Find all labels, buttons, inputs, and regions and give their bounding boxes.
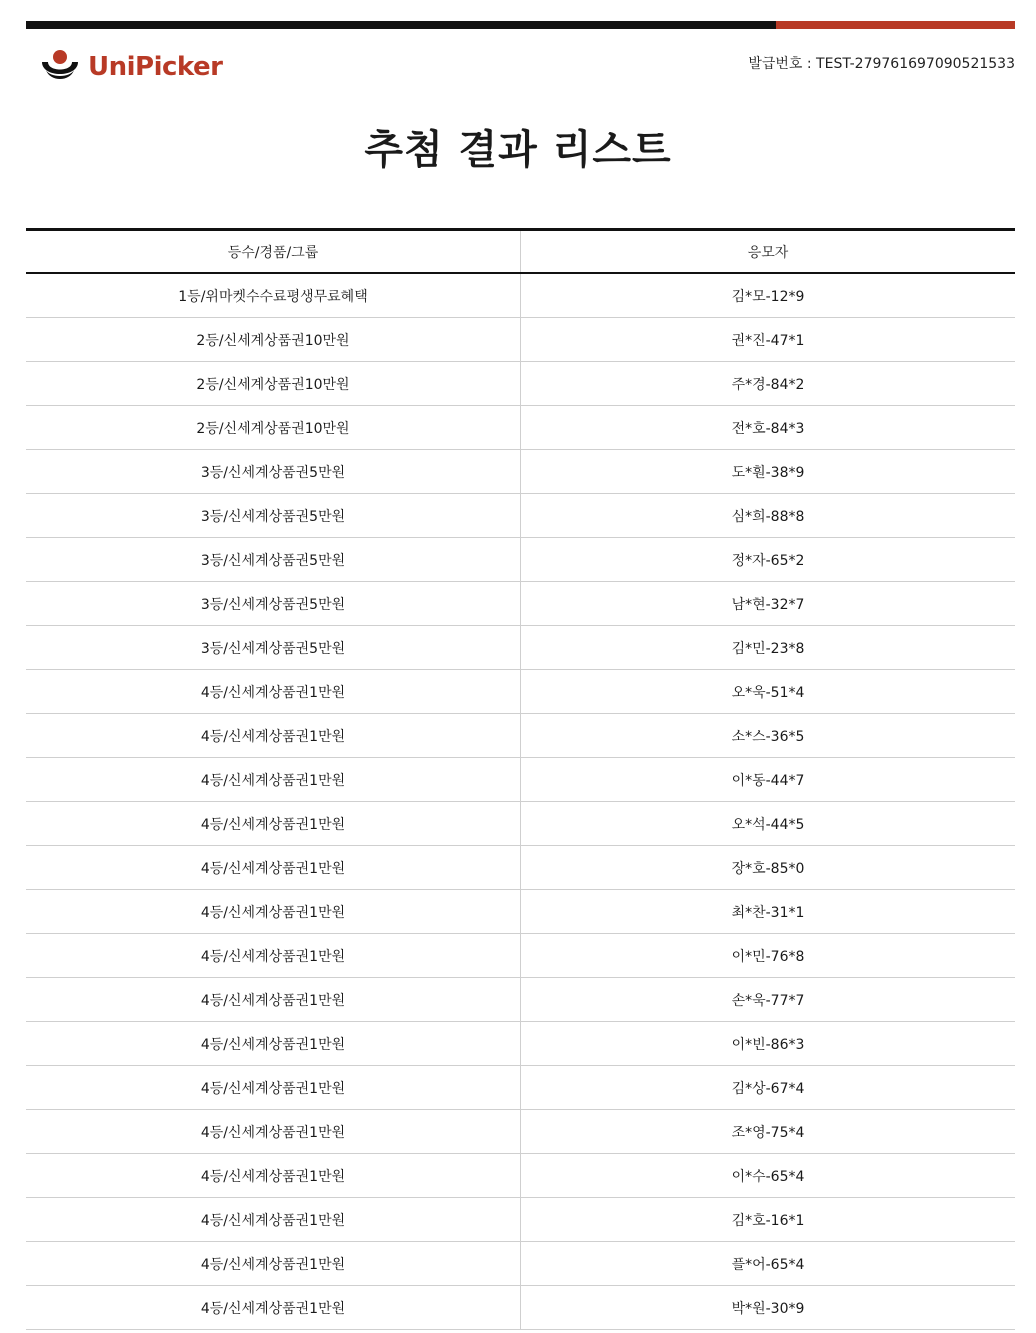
entrant-cell: 전*호-84*3 [520,406,1015,449]
prize-cell: 4등/신세계상품권1만원 [200,816,346,833]
prize-cell: 3등/신세계상품권5만원 [200,596,346,613]
prize-cell: 4등/신세계상품권1만원 [200,684,346,701]
table-row [26,890,1015,934]
table-row [26,714,1015,758]
entrant-cell: 최*찬-31*1 [520,890,1015,933]
issue-number: 발급번호 : TEST-279761697090521533 [748,56,1015,72]
prize-cell: 4등/신세계상품권1만원 [200,992,346,1009]
prize-cell: 4등/신세계상품권1만원 [200,904,346,921]
entrant-cell: 김*호-16*1 [520,1198,1015,1241]
prize-cell: 1등/위마켓수수료평생무료혜택 [178,288,368,305]
prize-cell: 4등/신세계상품권1만원 [200,1036,346,1053]
table-row [26,318,1015,362]
top-bar-red-segment [776,21,1015,29]
table-row [26,934,1015,978]
entrant-cell: 오*석-44*5 [520,802,1015,845]
entrant-cell: 이*민-76*8 [520,934,1015,977]
prize-cell: 2등/신세계상품권10만원 [196,376,350,393]
table-row [26,1286,1015,1330]
table-row [26,362,1015,406]
prize-cell: 3등/신세계상품권5만원 [200,640,346,657]
table-row [26,1066,1015,1110]
prize-cell: 2등/신세계상품권10만원 [196,420,350,437]
column-header-prize: 등수/경품/그룹 [227,244,319,261]
entrant-cell: 정*자-65*2 [520,538,1015,581]
result-table [26,228,1015,1330]
entrant-cell: 심*희-88*8 [520,494,1015,537]
table-row [26,538,1015,582]
table-row [26,406,1015,450]
table-row [26,978,1015,1022]
entrant-cell: 오*욱-51*4 [520,670,1015,713]
table-row [26,1022,1015,1066]
entrant-cell: 조*영-75*4 [520,1110,1015,1153]
entrant-cell: 김*민-23*8 [520,626,1015,669]
entrant-cell: 권*진-47*1 [520,318,1015,361]
prize-cell: 4등/신세계상품권1만원 [200,1256,346,1273]
entrant-cell: 이*빈-86*3 [520,1022,1015,1065]
entrant-cell: 김*모-12*9 [520,274,1015,317]
column-header-entrant: 응모자 [520,231,1015,272]
table-body [26,274,1015,1330]
table-row [26,494,1015,538]
table-row [26,1242,1015,1286]
unipicker-logo-icon [40,48,80,86]
top-bar-dark-segment [26,21,776,29]
prize-cell: 4등/신세계상품권1만원 [200,1080,346,1097]
table-row [26,450,1015,494]
unipicker-logo [40,48,222,86]
entrant-cell: 도*훤-38*9 [520,450,1015,493]
entrant-cell: 주*경-84*2 [520,362,1015,405]
logo-text: UniPicker [88,52,223,82]
table-row [26,1154,1015,1198]
page-title: 추첨 결과 리스트 [364,127,672,173]
prize-cell: 3등/신세계상품권5만원 [200,464,346,481]
table-row [26,1110,1015,1154]
entrant-cell: 손*욱-77*7 [520,978,1015,1021]
prize-cell: 4등/신세계상품권1만원 [200,1168,346,1185]
prize-cell: 3등/신세계상품권5만원 [200,508,346,525]
entrant-cell: 이*동-44*7 [520,758,1015,801]
top-accent-bar [26,21,1015,29]
table-row [26,758,1015,802]
entrant-cell: 소*스-36*5 [520,714,1015,757]
prize-cell: 4등/신세계상품권1만원 [200,728,346,745]
entrant-cell: 김*상-67*4 [520,1066,1015,1109]
table-row [26,582,1015,626]
table-row [26,802,1015,846]
prize-cell: 4등/신세계상품권1만원 [200,860,346,877]
table-row [26,670,1015,714]
table-row [26,1198,1015,1242]
table-row [26,846,1015,890]
prize-cell: 4등/신세계상품권1만원 [200,772,346,789]
entrant-cell: 남*현-32*7 [520,582,1015,625]
table-row [26,274,1015,318]
prize-cell: 4등/신세계상품권1만원 [200,1212,346,1229]
entrant-cell: 플*어-65*4 [520,1242,1015,1285]
entrant-cell: 박*원-30*9 [520,1286,1015,1329]
prize-cell: 2등/신세계상품권10만원 [196,332,350,349]
entrant-cell: 이*수-65*4 [520,1154,1015,1197]
table-header [26,231,1015,274]
prize-cell: 4등/신세계상품권1만원 [200,948,346,965]
table-row [26,626,1015,670]
entrant-cell: 장*호-85*0 [520,846,1015,889]
prize-cell: 4등/신세계상품권1만원 [200,1124,346,1141]
prize-cell: 3등/신세계상품권5만원 [200,552,346,569]
prize-cell: 4등/신세계상품권1만원 [200,1300,346,1317]
